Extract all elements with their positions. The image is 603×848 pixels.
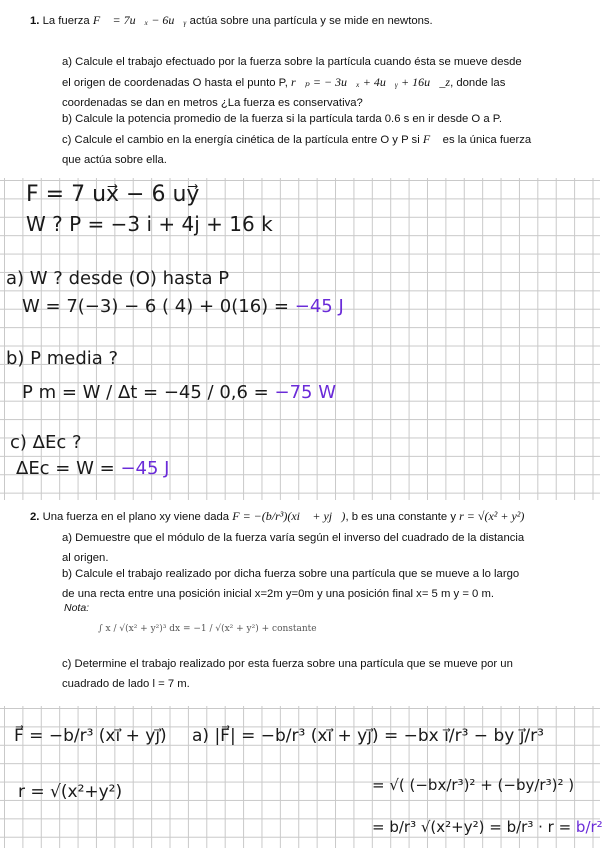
hw-power-expr: P m = W / Δt = −45 / 0,6 = [22, 382, 269, 403]
handwritten-grid-2 [0, 706, 603, 848]
hw-work-expr: W = 7(−3) − 6 ( 4) + 0(16) = [22, 296, 290, 317]
hw-force: F = 7 ux⃗ − 6 uy⃗ [26, 182, 200, 207]
item-c-line-2: que actúa sobre ella. [62, 154, 167, 166]
problem-2-statement [30, 506, 524, 527]
item-c [62, 654, 546, 694]
force-formula: F⃗ = 7u⃗ₓ − 6u⃗ᵧ [92, 13, 187, 27]
hw-power-calc [22, 382, 336, 403]
item-a-line-2 [62, 72, 562, 93]
hw-r-def: r = √(x²+y²) [18, 782, 123, 802]
r-formula: r = √(x² + y²) [459, 509, 525, 523]
problem-number: 1. [30, 15, 40, 27]
hw-modulus-result [372, 818, 603, 836]
hw-power-result: −75 W [274, 382, 337, 403]
hw-energy-calc [16, 458, 169, 479]
hw-part-b: b) P media ? [6, 348, 119, 369]
problem-lead: Una fuerza en el plano xy viene dada [42, 511, 230, 523]
problem-1 [0, 0, 600, 178]
hw-work-calc [22, 296, 344, 317]
hw-question: W ? P = −3 i + 4j + 16 k [26, 212, 273, 236]
hw-modulus-final: b/r² [575, 818, 603, 836]
item-c-line-1: c) Determine el trabajo realizado por esta fuerza sobre una partícula que se mueve por un [62, 658, 513, 670]
item-a [62, 52, 562, 113]
handwritten-grid-1 [0, 178, 600, 500]
item-c-line-2: cuadrado de lado l = 7 m. [62, 678, 190, 690]
hw-energy-result: −45 J [120, 458, 170, 479]
item-b-line-2: de una recta entre una posición inicial x=2m y=0m y una posición final x= 5 m y = 0 m. [62, 588, 495, 600]
position-formula: r⃗ₚ = − 3u⃗ₓ + 4u⃗ᵧ + 16u⃗_z [291, 75, 451, 89]
item-b-line-1: b) Calcule el trabajo realizado por dicha fuerza sobre una partícula que se mueve a lo largo [62, 568, 520, 580]
hw-force-2: F⃗ = −b/r³ (xi⃗ + yj⃗) [14, 726, 167, 746]
hw-work-result: −45 J [294, 296, 344, 317]
item-a [62, 528, 546, 568]
item-c-text: c) Calcule el cambio en la energía cinética de la partícula entre O y P si [62, 134, 420, 146]
item-a-line-2: al origen. [62, 552, 109, 564]
item-c-line-1 [62, 129, 562, 150]
item-a-line-3: coordenadas se dan en metros ¿La fuerza es conservativa? [62, 97, 363, 109]
hw-part-c: c) ΔEc ? [10, 432, 82, 453]
hw-energy-expr: ΔEc = W = [16, 458, 115, 479]
note-label: Nota: [64, 602, 90, 614]
hw-modulus-sqrt: = √( (−bx/r³)² + (−by/r³)² ) [372, 776, 575, 794]
problem-1-statement [30, 10, 433, 31]
item-a-text: el origen de coordenadas O hasta el punto P, [62, 77, 288, 89]
item-c-tail: es la única fuerza [442, 134, 532, 146]
force-symbol: F⃗ [422, 132, 440, 146]
item-a-tail: , donde las [450, 77, 506, 89]
force-formula: F = −(b/r³)(xi⃗ + yj⃗) [232, 509, 346, 523]
item-b [62, 564, 546, 604]
note-integral: ∫ x / √(x² + y²)³ dx = −1 / √(x² + y²) + constante [98, 624, 317, 634]
item-a-line-1: a) Demuestre que el módulo de la fuerza varía según el inverso del cuadrado de la distancia [62, 532, 525, 544]
item-c [62, 129, 562, 170]
hw-modulus: a) |F⃗| = −b/r³ (xi⃗ + yj⃗) = −bx i⃗/r³ − by j⃗/r³ [192, 726, 544, 746]
problem-lead: La fuerza [42, 15, 90, 27]
problem-lead-mid: , b es una constante y [345, 511, 456, 523]
hw-part-a: a) W ? desde (O) hasta P [6, 268, 230, 289]
problem-number: 2. [30, 511, 40, 523]
problem-lead-tail: actúa sobre una partícula y se mide en newtons. [189, 15, 433, 27]
item-b: b) Calcule la potencia promedio de la fuerza si la partícula tarda 0.6 s en ir desde O a P. [62, 113, 502, 125]
hw-modulus-expr: = b/r³ √(x²+y²) = b/r³ · r = [372, 818, 572, 836]
problem-2 [0, 500, 600, 706]
item-a-line-1: a) Calcule el trabajo efectuado por la fuerza sobre la partícula cuando ésta se mueve desde [62, 56, 522, 68]
